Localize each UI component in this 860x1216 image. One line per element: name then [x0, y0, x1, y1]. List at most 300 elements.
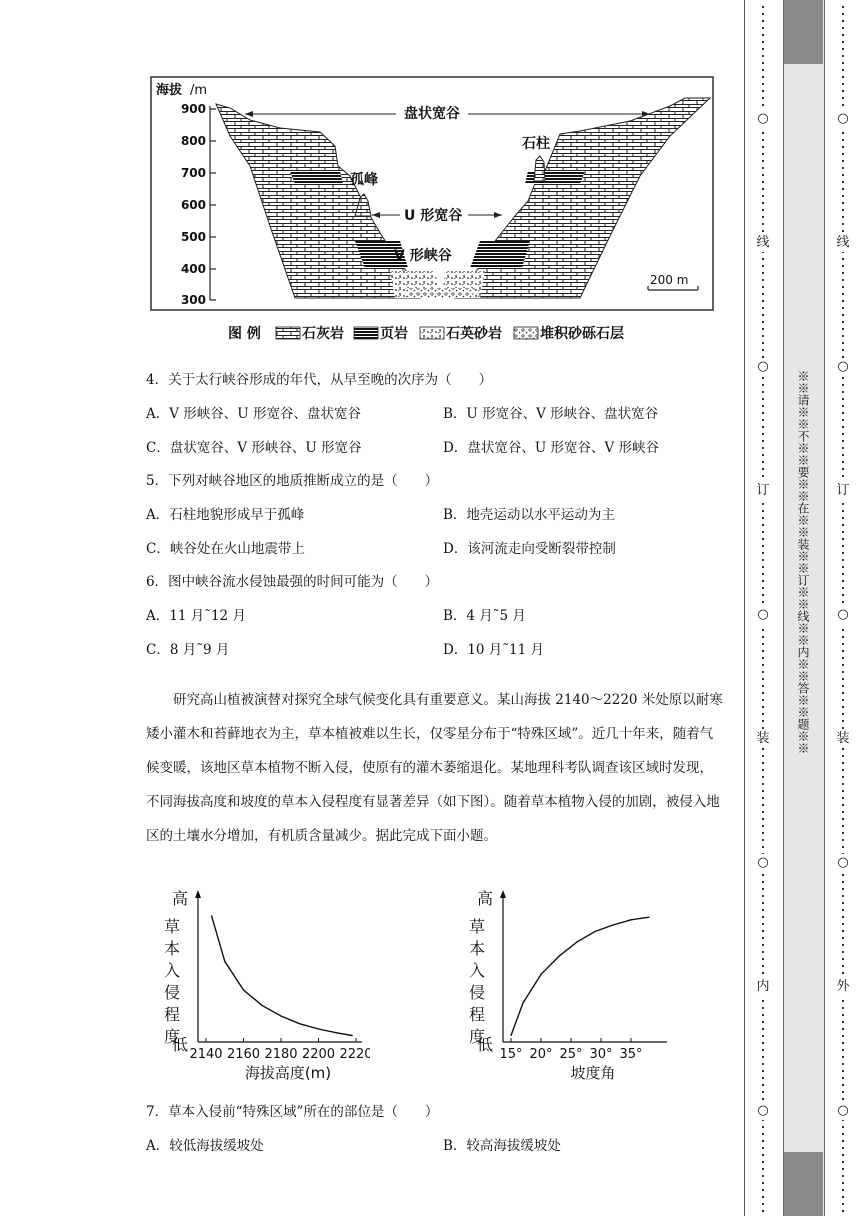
margin-dot	[842, 475, 844, 477]
margin-dot	[842, 167, 844, 169]
margin-circle: ○	[834, 1102, 852, 1120]
binding-notice: ※※请※※不※※要※※在※※装※※订※※线※※内※※答※※题※※	[796, 370, 810, 754]
margin-dot	[842, 902, 844, 904]
margin-dot	[762, 720, 764, 722]
q7-option-b[interactable]: B．较高海拔缓坡处	[443, 1138, 561, 1154]
margin-dot	[762, 307, 764, 309]
margin-dot	[762, 216, 764, 218]
legend-shale: 页岩	[380, 326, 408, 342]
margin-dot	[762, 692, 764, 694]
y-axis-bottom-label: 低	[477, 1035, 494, 1054]
margin-dot	[842, 132, 844, 134]
margin-dot	[842, 524, 844, 526]
margin-dot	[842, 272, 844, 274]
margin-dot	[762, 825, 764, 827]
margin-dot	[762, 349, 764, 351]
margin-dot	[842, 76, 844, 78]
margin-dot	[842, 1007, 844, 1009]
margin-dot	[842, 1140, 844, 1142]
margin-dot	[842, 566, 844, 568]
margin-dot	[842, 230, 844, 232]
data-point	[352, 1035, 353, 1036]
margin-dot	[842, 832, 844, 834]
q6-option-d[interactable]: D．10 月˜11 月	[443, 642, 545, 658]
margin-dot	[762, 412, 764, 414]
label-vxing: V 形峡谷	[394, 248, 452, 264]
margin-dot	[842, 1210, 844, 1212]
margin-dot	[762, 944, 764, 946]
margin-dot	[842, 503, 844, 505]
margin-char: 装	[834, 730, 852, 748]
margin-dot	[762, 1049, 764, 1051]
margin-dot	[842, 321, 844, 323]
margin-dot	[842, 769, 844, 771]
margin-dot	[762, 1091, 764, 1093]
margin-dot	[762, 1084, 764, 1086]
margin-dot	[762, 454, 764, 456]
margin-dot	[762, 727, 764, 729]
binding-margin-dark-bottom	[784, 1152, 823, 1216]
margin-dot	[842, 783, 844, 785]
margin-dot	[762, 265, 764, 267]
margin-dot	[842, 685, 844, 687]
label-uxing: U 形宽谷	[404, 208, 463, 224]
margin-dot	[842, 1126, 844, 1128]
margin-dot	[842, 307, 844, 309]
margin-dot	[842, 1147, 844, 1149]
margin-dot	[842, 937, 844, 939]
margin-dot	[842, 517, 844, 519]
label-panzhuang: 盘状宽谷	[404, 106, 460, 122]
margin-dot	[762, 748, 764, 750]
margin-dot	[762, 762, 764, 764]
y-axis-label-char: 度	[469, 1027, 486, 1046]
margin-dot	[842, 1154, 844, 1156]
margin-dot	[762, 552, 764, 554]
margin-dot	[842, 1056, 844, 1058]
data-point	[510, 1035, 511, 1036]
margin-dot	[762, 923, 764, 925]
margin-dot	[842, 27, 844, 29]
margin-dot	[762, 895, 764, 897]
margin-dot	[762, 958, 764, 960]
margin-dot	[762, 167, 764, 169]
margin-dot	[842, 713, 844, 715]
q5-option-a[interactable]: A．石柱地貌形成早于孤峰	[146, 507, 305, 523]
margin-char: 外	[834, 978, 852, 996]
margin-dot	[842, 1161, 844, 1163]
margin-dot	[762, 874, 764, 876]
margin-dot	[762, 55, 764, 57]
legend-title: 图 例	[228, 326, 261, 342]
margin-dot	[762, 20, 764, 22]
margin-dot	[762, 657, 764, 659]
legend-limestone: 石灰岩	[302, 326, 344, 342]
margin-dot	[762, 524, 764, 526]
binding-margin-dark-top	[784, 0, 823, 64]
margin-dot	[842, 419, 844, 421]
margin-dot	[762, 321, 764, 323]
margin-dot	[762, 573, 764, 575]
margin-dot	[842, 195, 844, 197]
margin-dot	[842, 587, 844, 589]
q4-option-b[interactable]: B．U 形宽谷、V 形峡谷、盘状宽谷	[443, 406, 659, 422]
x-tick-label: 25°	[559, 1047, 583, 1062]
svg-text:900: 900	[180, 102, 206, 116]
y-axis-label-char: 度	[164, 1027, 181, 1046]
q4-option-a[interactable]: A．V 形峡谷、U 形宽谷、盘状宽谷	[146, 406, 361, 422]
margin-dot	[842, 405, 844, 407]
margin-dot	[842, 1049, 844, 1051]
margin-dot	[762, 699, 764, 701]
y-axis-arrow	[195, 890, 201, 898]
margin-circle: ○	[834, 606, 852, 624]
margin-dot	[842, 160, 844, 162]
margin-dot	[842, 1203, 844, 1205]
data-point	[299, 1023, 300, 1024]
margin-dot	[762, 440, 764, 442]
q5-option-d[interactable]: D．该河流走向受断裂带控制	[443, 541, 616, 557]
margin-dot	[842, 20, 844, 22]
margin-circle: ○	[834, 358, 852, 376]
data-point	[612, 924, 613, 925]
margin-dot	[762, 1077, 764, 1079]
svg-text:800: 800	[180, 134, 206, 148]
margin-dot	[762, 398, 764, 400]
margin-dot	[762, 797, 764, 799]
binding-margin-left-line	[744, 0, 745, 1216]
margin-dot	[762, 69, 764, 71]
margin-dot	[842, 531, 844, 533]
margin-dot	[842, 671, 844, 673]
margin-dot	[762, 83, 764, 85]
y-axis-label-char: 侵	[164, 983, 181, 1002]
margin-dot	[762, 1203, 764, 1205]
x-tick-label: 2160	[226, 1047, 261, 1062]
margin-dot	[762, 1070, 764, 1072]
margin-dot	[762, 671, 764, 673]
margin-dot	[842, 923, 844, 925]
margin-dot	[762, 426, 764, 428]
data-point	[540, 974, 541, 975]
margin-dot	[842, 440, 844, 442]
margin-dot	[762, 279, 764, 281]
margin-dot	[762, 902, 764, 904]
margin-dot	[842, 97, 844, 99]
margin-dot	[842, 552, 844, 554]
margin-dot	[842, 384, 844, 386]
margin-dot	[762, 6, 764, 8]
margin-dot	[842, 951, 844, 953]
margin-dot	[762, 937, 764, 939]
data-point	[594, 931, 595, 932]
margin-dot	[762, 160, 764, 162]
margin-dot	[762, 90, 764, 92]
margin-dot	[842, 811, 844, 813]
margin-dot	[842, 265, 844, 267]
margin-dot	[762, 34, 764, 36]
margin-dot	[842, 559, 844, 561]
margin-dot	[842, 286, 844, 288]
margin-dot	[842, 965, 844, 967]
margin-dot	[762, 1028, 764, 1030]
x-tick-label: 2180	[264, 1047, 298, 1062]
y-axis-label-char: 入	[164, 961, 181, 980]
margin-dot	[842, 839, 844, 841]
margin-dot	[762, 846, 764, 848]
svg-text:300: 300	[180, 293, 206, 307]
y-axis-label: 海拔	[156, 83, 183, 98]
margin-dot	[842, 1084, 844, 1086]
margin-dot	[762, 62, 764, 64]
margin-dot	[762, 1021, 764, 1023]
y-axis-label-char: 本	[469, 939, 486, 958]
y-axis-label-char: 程	[164, 1005, 181, 1024]
margin-dot	[842, 314, 844, 316]
margin-dot	[842, 174, 844, 176]
margin-dot	[762, 804, 764, 806]
margin-dot	[842, 48, 844, 50]
margin-dot	[762, 405, 764, 407]
x-tick-label: 30°	[589, 1047, 613, 1062]
margin-dot	[762, 132, 764, 134]
margin-dot	[842, 580, 844, 582]
margin-dot	[762, 636, 764, 638]
margin-dot	[762, 293, 764, 295]
margin-dot	[842, 573, 844, 575]
margin-dot	[762, 27, 764, 29]
margin-dot	[842, 895, 844, 897]
margin-dot	[842, 41, 844, 43]
chart-altitude	[150, 888, 370, 1084]
margin-dot	[842, 720, 844, 722]
q5-stem: 5．下列对峡谷地区的地质推断成立的是（ ）	[146, 473, 439, 489]
margin-char: 装	[754, 730, 772, 748]
margin-dot	[762, 433, 764, 435]
x-tick-label: 15°	[499, 1047, 523, 1062]
margin-dot	[762, 972, 764, 974]
data-point	[243, 989, 244, 990]
x-tick-label: 35°	[619, 1047, 643, 1062]
margin-dot	[842, 188, 844, 190]
margin-dot	[762, 601, 764, 603]
margin-dot	[842, 846, 844, 848]
margin-dot	[762, 503, 764, 505]
margin-dot	[842, 510, 844, 512]
margin-dot	[762, 1035, 764, 1037]
margin-dot	[762, 377, 764, 379]
margin-dot	[842, 538, 844, 540]
margin-dot	[842, 216, 844, 218]
margin-dot	[842, 944, 844, 946]
q6-option-c[interactable]: C．8 月˜9 月	[146, 642, 230, 658]
margin-dot	[762, 314, 764, 316]
margin-dot	[762, 685, 764, 687]
margin-char: 订	[834, 482, 852, 500]
margin-dot	[842, 6, 844, 8]
passage-text: 研究高山植被演替对探究全球气候变化具有重要意义。某山海拔 2140～2220 米处原以耐寒矮小灌木和苔藓地衣为主，草本植被难以生长，仅零星分布于“特殊区域”。近几十年来，随着气候变暖，该地区草本植物不断入侵，使原有的灌木萎缩退化。某地理科考队调查该区域时发现，不同海拔高度和坡度的草本入侵程度有显著差异（如下图）。随着草本植物入侵的加剧，被侵入地区的土壤水分增加，有机质含量减少。据此完成下面小题。	[146, 692, 723, 844]
margin-dot	[762, 594, 764, 596]
margin-dot	[842, 447, 844, 449]
margin-dot	[762, 545, 764, 547]
margin-dot	[762, 1126, 764, 1128]
data-point	[224, 961, 225, 962]
margin-dot	[762, 1063, 764, 1065]
margin-dot	[842, 762, 844, 764]
margin-dot	[762, 1175, 764, 1177]
binding-col-right	[834, 0, 854, 1216]
margin-dot	[842, 328, 844, 330]
margin-dot	[842, 1063, 844, 1065]
margin-dot	[842, 1070, 844, 1072]
margin-circle: ○	[754, 1102, 772, 1120]
margin-dot	[842, 391, 844, 393]
margin-dot	[842, 1091, 844, 1093]
margin-dot	[842, 153, 844, 155]
margin-dot	[842, 202, 844, 204]
q6-stem: 6．图中峡谷流水侵蚀最强的时间可能为（ ）	[146, 574, 439, 590]
legend-sandstone: 石英砂岩	[446, 326, 502, 342]
margin-dot	[842, 13, 844, 15]
margin-dot	[762, 930, 764, 932]
margin-dot	[842, 83, 844, 85]
margin-dot	[842, 1182, 844, 1184]
margin-dot	[842, 930, 844, 932]
chart-slope	[455, 888, 675, 1084]
x-tick-label: 2220	[339, 1047, 370, 1062]
binding-col-left	[754, 0, 774, 1216]
margin-dot	[842, 594, 844, 596]
margin-dot	[842, 1196, 844, 1198]
data-point	[211, 915, 212, 916]
margin-dot	[762, 1154, 764, 1156]
y-axis-label-char: 入	[469, 961, 486, 980]
q6-option-b[interactable]: B．4 月˜5 月	[443, 608, 526, 624]
margin-dot	[842, 748, 844, 750]
y-axis-label-char: 本	[164, 939, 181, 958]
margin-dot	[762, 286, 764, 288]
margin-circle: ○	[754, 854, 772, 872]
margin-dot	[762, 1133, 764, 1135]
margin-dot	[842, 755, 844, 757]
margin-dot	[842, 1042, 844, 1044]
canyon-diagram	[150, 76, 716, 348]
margin-dot	[762, 706, 764, 708]
margin-dot	[762, 153, 764, 155]
data-point	[522, 1002, 523, 1003]
x-axis-label: 海拔高度(m)	[244, 1064, 332, 1082]
margin-dot	[842, 412, 844, 414]
margin-dot	[842, 678, 844, 680]
x-tick-label: 2140	[189, 1047, 223, 1062]
margin-dot	[842, 279, 844, 281]
margin-dot	[762, 832, 764, 834]
margin-dot	[842, 874, 844, 876]
label-shizhu: 石柱	[522, 136, 550, 152]
margin-dot	[762, 1210, 764, 1212]
margin-dot	[842, 636, 844, 638]
margin-dot	[762, 517, 764, 519]
margin-dot	[842, 223, 844, 225]
margin-char: 线	[834, 234, 852, 252]
margin-dot	[842, 377, 844, 379]
legend-gravel: 堆积砂砾石层	[540, 326, 624, 342]
margin-dot	[842, 69, 844, 71]
margin-dot	[842, 335, 844, 337]
margin-dot	[842, 881, 844, 883]
svg-text:/m: /m	[190, 83, 208, 98]
margin-dot	[842, 958, 844, 960]
margin-dot	[762, 1196, 764, 1198]
data-point	[576, 941, 577, 942]
margin-dot	[762, 104, 764, 106]
series-line	[511, 917, 649, 1035]
margin-dot	[842, 1133, 844, 1135]
data-point	[280, 1015, 281, 1016]
margin-dot	[762, 566, 764, 568]
margin-dot	[762, 202, 764, 204]
margin-dot	[842, 34, 844, 36]
margin-dot	[762, 1056, 764, 1058]
margin-dot	[762, 888, 764, 890]
margin-dot	[842, 657, 844, 659]
margin-dot	[842, 972, 844, 974]
margin-dot	[762, 41, 764, 43]
margin-dot	[842, 398, 844, 400]
margin-dot	[842, 797, 844, 799]
margin-dot	[842, 55, 844, 57]
margin-circle: ○	[834, 110, 852, 128]
canyon-figure	[150, 76, 716, 348]
margin-dot	[762, 139, 764, 141]
margin-dot	[762, 965, 764, 967]
margin-dot	[842, 1189, 844, 1191]
q4-option-c[interactable]: C．盘状宽谷、V 形峡谷、U 形宽谷	[146, 440, 362, 456]
q5-option-c[interactable]: C．峡谷处在火山地震带上	[146, 541, 305, 557]
margin-dot	[762, 909, 764, 911]
margin-dot	[842, 209, 844, 211]
margin-dot	[842, 1035, 844, 1037]
margin-dot	[842, 1098, 844, 1100]
q6-option-a[interactable]: A．11 月˜12 月	[146, 608, 246, 624]
svg-text:400: 400	[180, 262, 206, 276]
margin-dot	[762, 1168, 764, 1170]
margin-dot	[842, 629, 844, 631]
margin-dot	[762, 811, 764, 813]
margin-dot	[762, 174, 764, 176]
x-axis-label: 坡度角	[570, 1064, 616, 1082]
margin-dot	[762, 1182, 764, 1184]
margin-dot	[762, 1014, 764, 1016]
q5-option-b[interactable]: B．地壳运动以水平运动为主	[443, 507, 615, 523]
margin-dot	[762, 916, 764, 918]
q4-option-d[interactable]: D．盘状宽谷、U 形宽谷、V 形峡谷	[443, 440, 660, 456]
margin-dot	[762, 475, 764, 477]
margin-dot	[842, 426, 844, 428]
margin-dot	[842, 692, 844, 694]
margin-dot	[842, 349, 844, 351]
margin-dot	[762, 188, 764, 190]
q7-option-a[interactable]: A．较低海拔缓坡处	[146, 1138, 264, 1154]
svg-text:600: 600	[180, 198, 206, 212]
margin-dot	[762, 97, 764, 99]
margin-dot	[842, 300, 844, 302]
margin-dot	[842, 1077, 844, 1079]
margin-char: 线	[754, 234, 772, 252]
margin-dot	[762, 531, 764, 533]
margin-dot	[842, 104, 844, 106]
margin-dot	[762, 146, 764, 148]
